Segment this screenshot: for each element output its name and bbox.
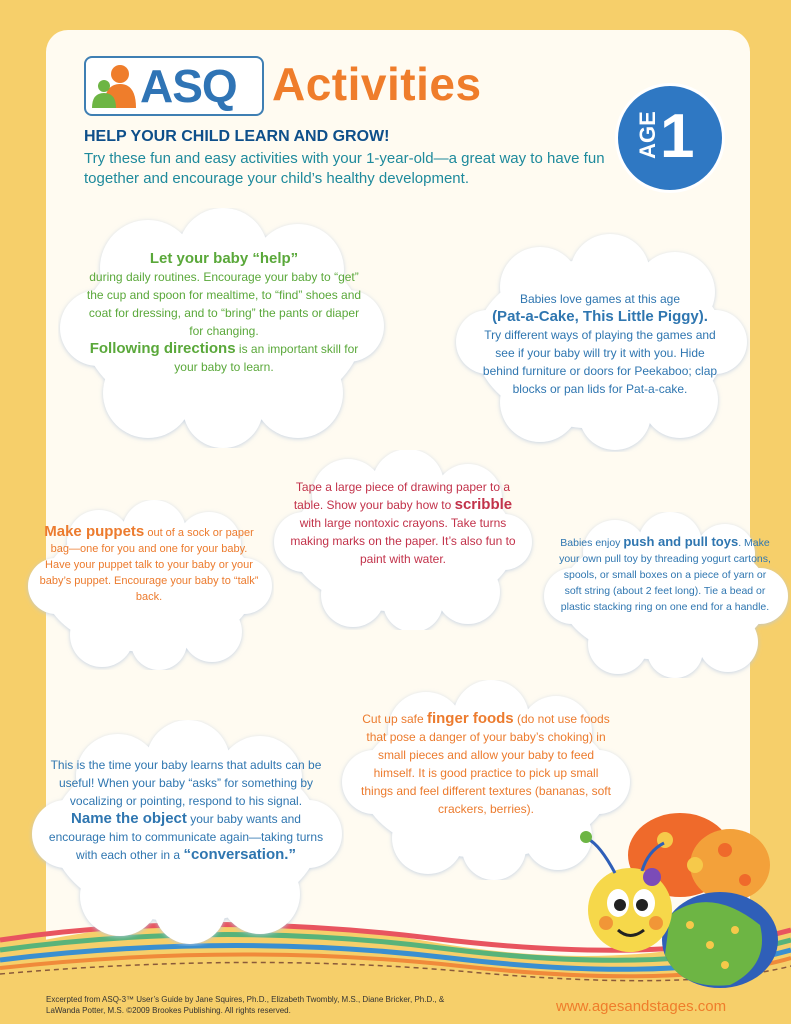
people-icon: [90, 62, 140, 110]
activity-cloud-puppets: [24, 500, 274, 670]
footer-credit: Excerpted from ASQ-3™ User’s Guide by Jane Squires, Ph.D., Elizabeth Twombly, M.S., Diane Bricker, Ph.D., & LaWanda Potter, M.S. ©2009 Brookes Publishing. All rights reserved.: [46, 995, 445, 1015]
intro-text: Try these fun and easy activities with your 1-year-old—a great way to have fun together and encourage your child’s healthy development.: [84, 150, 605, 187]
age-number: 1: [660, 102, 695, 171]
help-text: during daily routines. Encourage your baby to “get” the cup and spoon for mealtime, to “find” shoes and coat for dressing, and to “bring” the pants or diaper for changing.: [86, 270, 362, 338]
puppets-text: out of a sock or paper bag—one for you and one for your baby. Have your puppet talk to your baby or your baby’s puppet. Encourage your baby to “talk” back.: [39, 527, 259, 603]
scribble-highlight: scribble: [454, 496, 513, 513]
name-text-2: your baby wants and encourage him to communicate again—taking turns with each other in a: [48, 812, 324, 862]
puppets-highlight: Make puppets: [44, 523, 145, 540]
games-highlight: (Pat-a-Cake, This Little Piggy).: [492, 308, 708, 325]
page-title: Activities: [272, 58, 482, 110]
logo-text: ASQ: [140, 60, 237, 112]
games-text-2: Try different ways of playing the games and see if your baby will try it with you. Hide behind furniture or doors for Peekaboo; clap blocks or pan lids for Pat-a-cake.: [482, 328, 718, 396]
age-label: AGE: [635, 111, 660, 159]
push-text: Babies enjoy: [560, 537, 624, 549]
footer-url[interactable]: www.agesandstages.com: [556, 998, 727, 1015]
push-highlight: push and pull toys: [623, 534, 739, 549]
finger-text: Cut up safe: [362, 712, 427, 726]
finger-highlight: finger foods: [426, 710, 514, 727]
caterpillar-illustration: [560, 795, 780, 995]
name-highlight-2: “conversation.”: [183, 846, 296, 863]
activity-cloud-games: [450, 232, 750, 452]
help-text-2: is an important skill for your baby to learn.: [174, 342, 359, 374]
activity-cloud-name-object: [28, 720, 344, 946]
push-text-2: . Make your own pull toy by threading yogurt cartons, spools, or small boxes on a piece of yarn or soft string (about 2 feet long). Tie a bead or plastic stacking ring on one end for a handle.: [559, 537, 771, 613]
headline: HELP YOUR CHILD LEARN AND GROW!: [84, 128, 390, 145]
games-text: Babies love games at this age: [519, 292, 681, 306]
name-highlight: Name the object: [71, 810, 187, 827]
help-heading: Let your baby “help”: [149, 250, 299, 267]
finger-text-2: (do not use foods that pose a danger of your baby’s choking) in small pieces and allow your baby to feed himself. It is good practice to pick up small things and feel different textures (bananas, soft crackers, berries).: [361, 712, 611, 816]
scribble-text: Tape a large piece of drawing paper to a table. Show your baby how to: [293, 480, 511, 512]
scribble-text-2: with large nontoxic crayons. Take turns making marks on the paper. It’s also fun to paint with water.: [290, 516, 516, 566]
activity-cloud-push-toys: [540, 512, 790, 678]
activity-cloud-scribble: [268, 450, 538, 630]
activity-cloud-help: [58, 208, 388, 448]
name-text: This is the time your baby learns that adults can be useful! When your baby “asks” for something by vocalizing or pointing, respond to his signal.: [50, 758, 322, 808]
help-highlight: Following directions: [89, 340, 236, 357]
asq-logo: [84, 56, 264, 116]
